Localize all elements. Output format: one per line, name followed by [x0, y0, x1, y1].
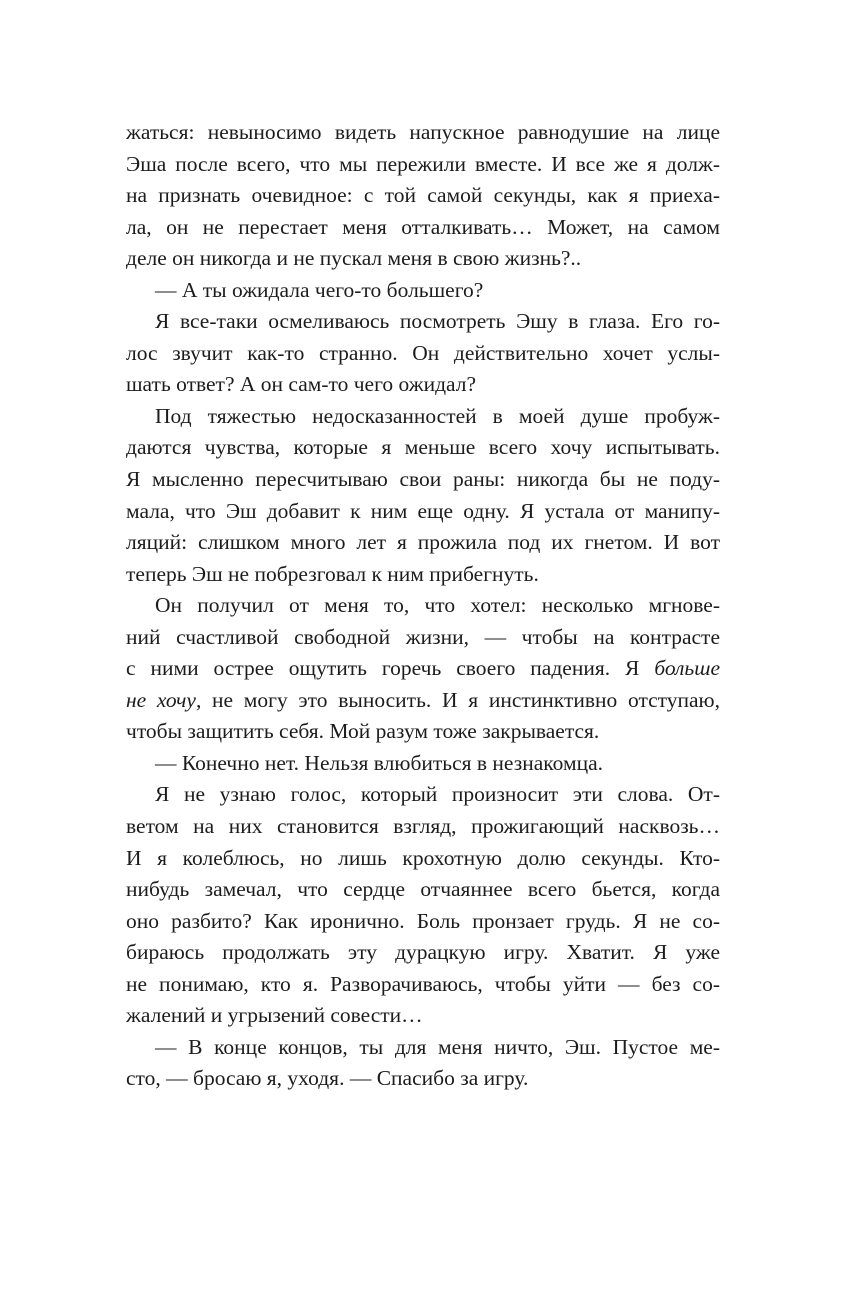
text-line [126, 590, 720, 622]
text-line [126, 937, 720, 969]
text-line [126, 496, 720, 528]
text-segment: чтобы защитить себя. Мой разум тоже закрывается. [126, 719, 600, 744]
text-line [126, 653, 720, 685]
text-segment: — Конечно нет. Нельзя влюбиться в незнакомца. [155, 750, 604, 775]
paragraph [126, 306, 720, 401]
text-segment: жаться: невыносимо видеть напускное равнодушие на лице [126, 120, 720, 144]
paragraph [126, 748, 720, 780]
text-line [126, 212, 720, 244]
text-line [126, 464, 720, 496]
text-segment: — А ты ожидала чего-то большего? [155, 277, 484, 302]
text-line [126, 906, 720, 938]
text-segment: ляций: слишком много лет я прожила под их гнетом. И вот [126, 530, 720, 555]
text-segment: ветом на них становится взгляд, прожигающий насквозь… [126, 814, 720, 839]
text-segment: Я не узнаю голос, который произносит эти слова. От- [155, 782, 720, 807]
text-segment: ний счастливой свободной жизни, — чтобы на контрасте [126, 624, 720, 649]
text-segment: лос звучит как-то странно. Он действительно хочет услы- [126, 340, 720, 365]
paragraph [126, 779, 720, 1031]
text-segment: бираюсь продолжать эту дурацкую игру. Хватит. Я уже [126, 940, 720, 965]
text-segment: , не могу это выносить. И я инстинктивно отступаю, [195, 687, 720, 712]
text-segment: ла, он не перестает меня отталкивать… Может, на самом [126, 214, 720, 239]
text-segment: жалений и угрызений совести… [126, 1003, 423, 1028]
text-line [126, 748, 720, 780]
paragraph [126, 401, 720, 590]
text-line [126, 779, 720, 811]
text-segment: больше [654, 656, 720, 681]
text-segment: оно разбито? Как иронично. Боль пронзает грудь. Я не со- [126, 908, 720, 933]
text-line [126, 1032, 720, 1064]
text-segment: деле он никогда и не пускал меня в свою жизнь?.. [126, 246, 582, 271]
text-segment: теперь Эш не побрезговал к ним прибегнуть. [126, 561, 539, 586]
text-line [126, 622, 720, 654]
text-segment: даются чувства, которые я меньше всего хочу испытывать. [126, 435, 720, 460]
text-segment: И я колеблюсь, но лишь крохотную долю секунды. Кто- [126, 845, 720, 870]
page-text [126, 117, 720, 1095]
text-segment: не хочу [126, 687, 196, 712]
paragraph [126, 590, 720, 748]
text-line [126, 559, 720, 591]
text-segment: Он получил от меня то, что хотел: несколько мгнове- [155, 593, 720, 618]
text-line [126, 149, 720, 181]
text-line [126, 306, 720, 338]
text-line [126, 685, 720, 717]
text-line [126, 969, 720, 1001]
text-segment: сто, — бросаю я, уходя. — Спасибо за игру. [126, 1066, 529, 1091]
text-line [126, 401, 720, 433]
text-segment: Под тяжестью недосказанностей в моей душе пробуж- [155, 403, 720, 428]
text-line [126, 843, 720, 875]
paragraph [126, 275, 720, 307]
text-segment: мала, что Эш добавит к ним еще одну. Я устала от манипу- [126, 498, 720, 523]
text-line [126, 1063, 720, 1095]
text-line [126, 716, 720, 748]
text-segment: — В конце концов, ты для меня ничто, Эш. Пустое ме- [155, 1034, 720, 1059]
text-segment: Я все-таки осмеливаюсь посмотреть Эшу в глаза. Его го- [155, 309, 720, 334]
text-line [126, 275, 720, 307]
text-line [126, 1000, 720, 1032]
text-line [126, 527, 720, 559]
text-line [126, 874, 720, 906]
text-line [126, 369, 720, 401]
text-segment: Эша после всего, что мы пережили вместе. И все же я долж- [126, 151, 720, 176]
paragraph [126, 117, 720, 275]
text-segment: с ними острее ощутить горечь своего падения. Я [126, 656, 655, 681]
text-segment: на признать очевидное: с той самой секунды, как я приеха- [126, 183, 720, 208]
text-line [126, 180, 720, 212]
text-line [126, 811, 720, 843]
text-line [126, 243, 720, 275]
text-segment: не понимаю, кто я. Разворачиваюсь, чтобы уйти — без со- [126, 971, 720, 996]
paragraph [126, 1032, 720, 1095]
text-segment: Я мысленно пересчитываю свои раны: никогда бы не поду- [126, 467, 720, 492]
text-line [126, 432, 720, 464]
text-segment: шать ответ? А он сам-то чего ожидал? [126, 372, 477, 397]
text-segment: нибудь замечал, что сердце отчаяннее всего бьется, когда [126, 877, 720, 902]
text-line [126, 338, 720, 370]
text-line [126, 117, 720, 149]
